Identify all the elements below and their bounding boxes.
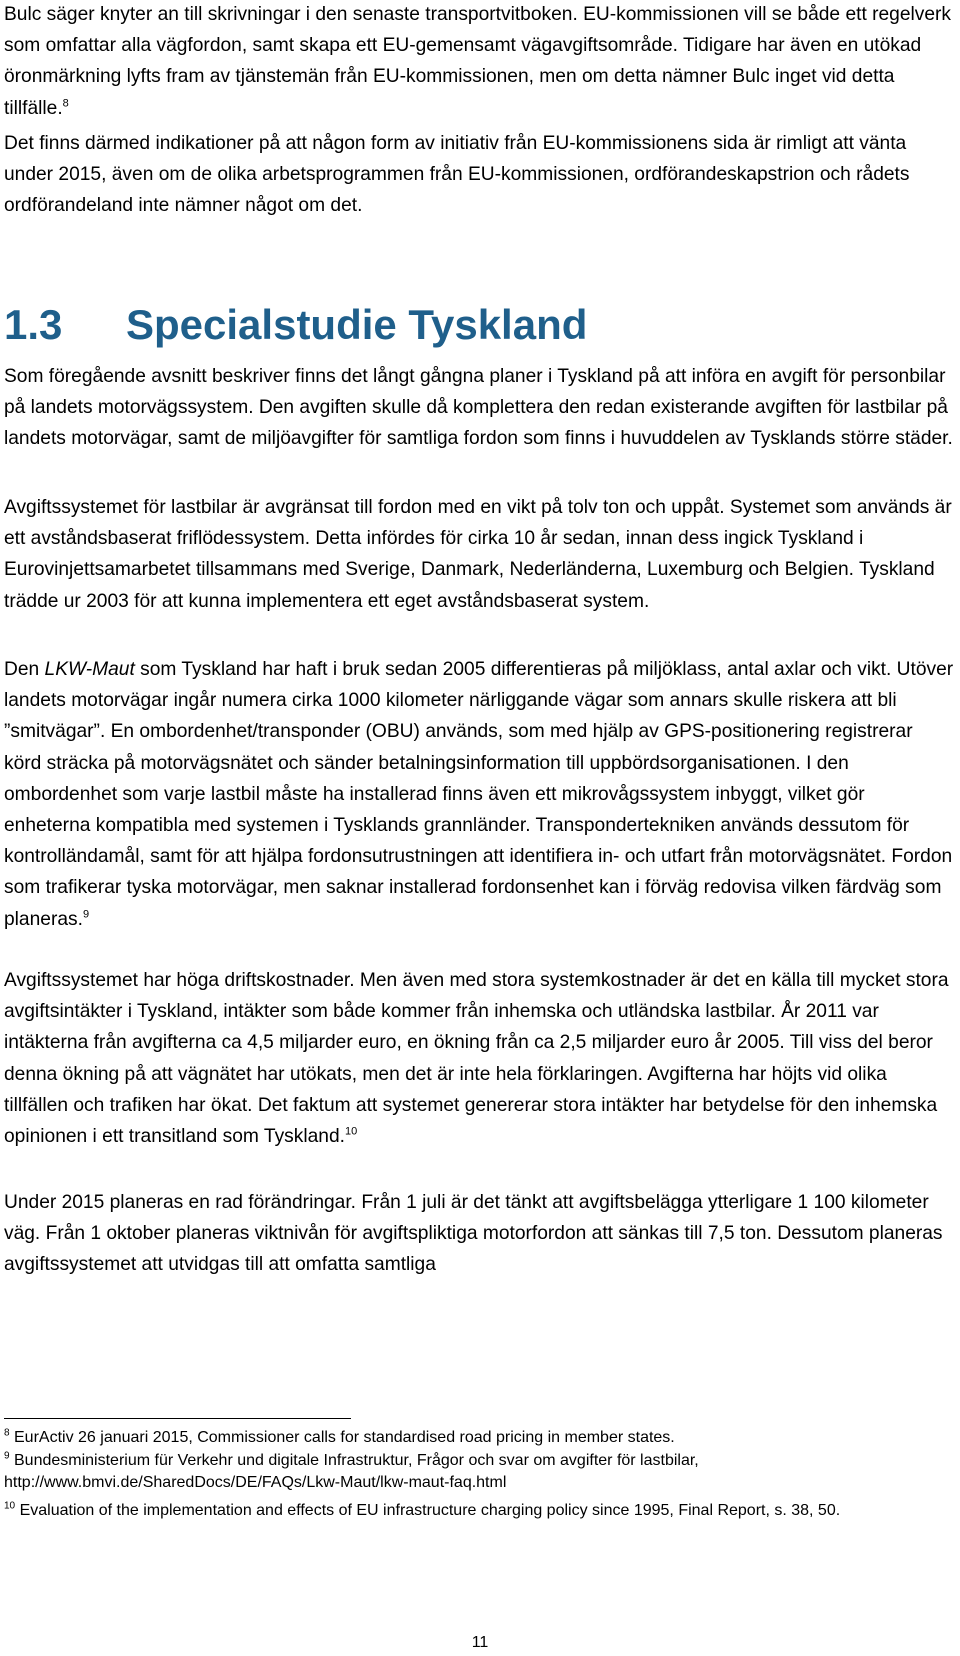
footnote-8 — [4, 1427, 954, 1449]
paragraph-indications — [4, 128, 954, 222]
footnote-text: Bundesministerium für Verkehr und digitale Infrastruktur, Frågor och svar om avgifter för lastbilar, http://www.bmvi.de/SharedDocs/DE/FAQs/Lkw-Maut/lkw-maut-faq.html — [4, 1452, 699, 1491]
section-title: Specialstudie Tyskland — [126, 301, 588, 348]
paragraph-costs — [4, 965, 954, 1152]
paragraph-text: Avgiftssystemet har höga driftskostnader. Men även med stora systemkostnader är det en källa till mycket stora avgiftsintäkter i Tyskland, intäkter som både kommer från inhemska och utländska lastbilar. År 2011 var intäkterna från avgifterna ca 4,5 miljarder euro, en ökning från ca 2,5 miljarder euro år 2005. Till viss del beror denna ökning på att vägnätet har utökats, men det är inte hela förklaringen. Avgifterna har höjts vid olika tillfällen och trafiken har ökat. Det faktum att systemet genererar stora intäkter har betydelse för den inhemska opinionen i ett transitland som Tyskland. — [4, 970, 949, 1148]
paragraph-text: Avgiftssystemet för lastbilar är avgränsat till fordon med en vikt på tolv ton och uppåt. Systemet som används är ett avståndsbaserat friflödessystem. Detta infördes för cirka 10 år sedan, innan dess ingick Tyskland i Eurovinjettsamarbetet tillsammans med Sverige, Danmark, Nederländerna, Luxemburg och Belgien. Tyskland trädde ur 2003 för att kunna implementera ett eget avståndsbaserat system. — [4, 497, 952, 612]
section-heading — [4, 295, 587, 355]
footnote-number: 9 — [4, 1450, 10, 1462]
paragraph-text: Det finns därmed indikationer på att någon form av initiativ från EU-kommissionens sida är rimligt att vänta under 2015, även om de olika arbetsprogrammen från EU-kommissionen, ordförandeskapstrion och rådets ordförandeland inte nämner något om det. — [4, 133, 910, 217]
paragraph-truck-system — [4, 492, 954, 617]
footnote-9 — [4, 1450, 954, 1494]
paragraph-text: Under 2015 planeras en rad förändringar. Från 1 juli är det tänkt att avgiftsbelägga ytterligare 1 100 kilometer väg. Från 1 oktober planeras viktnivån för avgiftspliktiga motorfordon att sänkas till 7,5 ton. Dessutom planeras avgiftssystemet att utvidgas till att omfatta samtliga — [4, 1192, 943, 1276]
footnote-text: Evaluation of the implementation and effects of EU infrastructure charging policy since 1995, Final Report, s. 38, 50. — [15, 1502, 841, 1519]
footnote-separator — [4, 1418, 351, 1419]
paragraph-intro — [4, 361, 954, 455]
section-number: 1.3 — [4, 301, 63, 348]
paragraph-lkw-maut — [4, 654, 954, 935]
paragraph-eu-commission — [4, 0, 954, 124]
page-number: 11 — [471, 1634, 489, 1651]
footnote-number: 8 — [4, 1427, 10, 1439]
footnote-number: 10 — [4, 1500, 16, 1512]
footnote-ref-10[interactable]: 10 — [344, 1125, 358, 1138]
footnote-text: EurActiv 26 januari 2015, Commissioner calls for standardised road pricing in member states. — [9, 1429, 675, 1446]
footnote-ref-9[interactable]: 9 — [82, 908, 90, 921]
paragraph-text: Bulc säger knyter an till skrivningar i den senaste transportvitboken. EU-kommissionen vill se både ett regelverk som omfattar alla vägfordon, samt skapa ett EU-gemensamt vägavgiftsområde. Tidigare har även en utökad öronmärkning lyfts fram av tjänstemän från EU-kommissionen, men om detta nämner Bulc inget vid detta tillfälle. — [4, 4, 952, 119]
paragraph-text: Som föregående avsnitt beskriver finns det långt gångna planer i Tyskland på att införa en avgift för personbilar på landets motorvägssystem. Den avgiften skulle då komplettera den redan existerande avgiften för lastbilar på landets motorvägar, samt de miljöavgifter för samtliga fordon som finns i huvuddelen av Tysklands större städer. — [4, 366, 953, 450]
paragraph-text: som Tyskland har haft i bruk sedan 2005 differentieras på miljöklass, antal axlar och vikt. Utöver landets motorvägar ingår numera cirka 1000 kilometer närliggande vägar som annars skulle riskera att bli ”smitvägar”. En ombordenhet/transponder (OBU) används, som med hjälp av GPS-positionering registrerar körd sträcka på motorvägsnätet och sänder betalningsinformation till uppbördsorganisationen. I den ombordenhet som varje lastbil måste ha installerad finns även ett mikrovågssystem inbyggt, vilket gör enheterna kompatibla med systemen i Tysklands grannländer. Transpondertekniken används dessutom för kontrolländamål, samt för att hjälpa fordonsutrustningen att identifiera in- och utfart från motorvägsnätet. Fordon som trafikerar tyska motorvägar, men saknar installerad fordonsenhet kan i förväg redovisa vilken färdväg som planeras. — [4, 659, 954, 930]
paragraph-changes-2015 — [4, 1187, 954, 1281]
footnote-ref-8[interactable]: 8 — [62, 97, 69, 110]
paragraph-text-pre: Den — [4, 659, 45, 680]
emphasis-lkw-maut: LKW-Maut — [44, 659, 135, 680]
footnote-10 — [4, 1500, 954, 1522]
